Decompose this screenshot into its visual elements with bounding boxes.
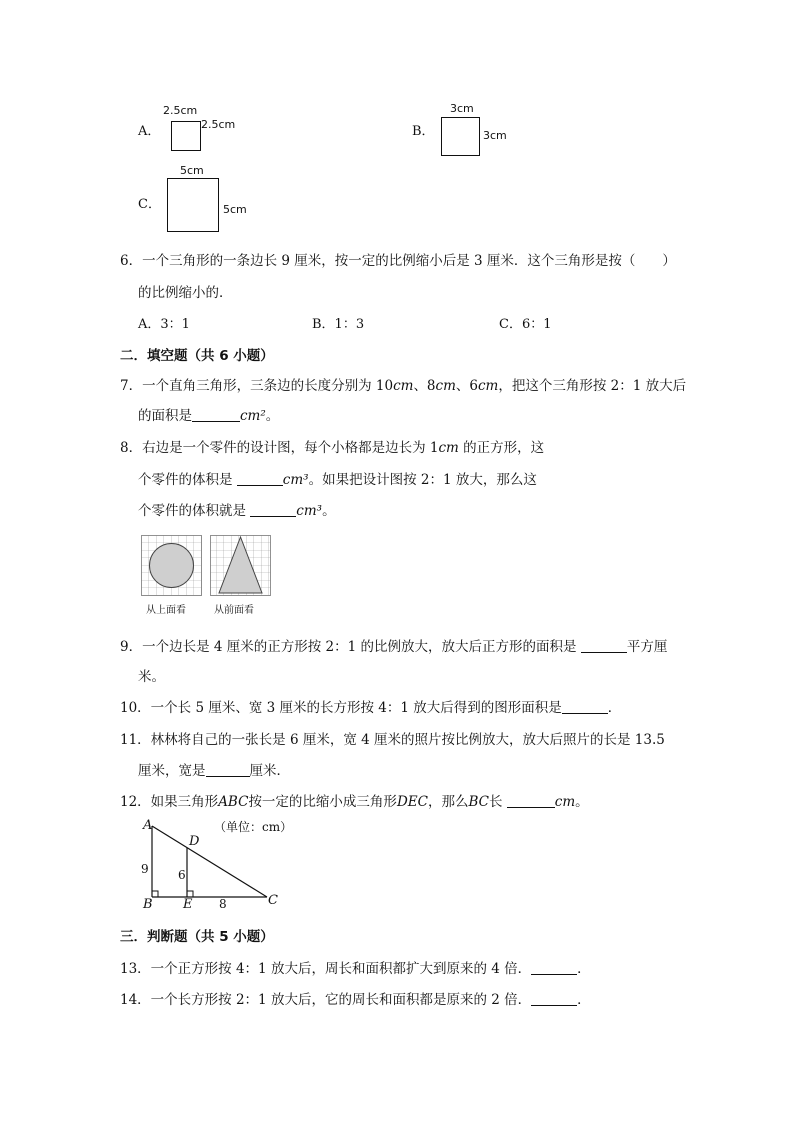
- part-design-grid: [141, 535, 273, 600]
- q7-line1: 7．一个直角三角形，三条边的长度分别为 10cm、8cm、6cm，把这个三角形按 2：1 放大后: [120, 378, 687, 394]
- q14-line: 14．一个长方形按 2：1 放大后，它的周长和面积都是原来的 2 倍． ．: [120, 992, 591, 1008]
- answer-blank[interactable]: [581, 638, 627, 653]
- top-length-label: 5cm: [180, 164, 204, 177]
- answer-blank[interactable]: [507, 793, 555, 808]
- front-view: [211, 536, 271, 596]
- length-label-ab: 9: [141, 862, 149, 876]
- unit-note: （单位：cm）: [214, 820, 293, 834]
- q7-line2: 的面积是 cm²。: [138, 408, 280, 424]
- q9-line1: 9．一个边长是 4 厘米的正方形按 2：1 的比例放大，放大后正方形的面积是 平方厘: [120, 639, 668, 655]
- q6-option-b: B．1：3: [312, 317, 365, 332]
- q6-line2: 的比例缩小的．: [138, 285, 233, 301]
- length-label-de: 6: [178, 868, 186, 882]
- q6-line1: 6．一个三角形的一条边长 9 厘米，按一定的比例缩小后是 3 厘米．这个三角形是按（ ）: [120, 253, 676, 269]
- side-length-label: 5cm: [223, 203, 247, 216]
- vertex-label-b: B: [143, 897, 153, 912]
- top-length-label: 3cm: [450, 102, 474, 115]
- vertex-label-d: D: [189, 834, 200, 849]
- q11-line2: 厘米，宽是 厘米．: [138, 763, 290, 779]
- vertex-label-a: A: [143, 818, 153, 833]
- answer-blank[interactable]: [192, 407, 240, 422]
- answer-blank[interactable]: [562, 699, 608, 714]
- q8-line3: 个零件的体积就是 cm³。: [138, 503, 336, 519]
- side-length-label: 2.5cm: [201, 118, 236, 131]
- caption-front-view: 从前面看: [214, 605, 254, 616]
- q12-line: 12．如果三角形ABC按一定的比缩小成三角形DEC，那么BC长 cm。: [120, 794, 589, 810]
- vertex-label-c: C: [268, 893, 278, 908]
- top-view: [142, 536, 202, 596]
- vertex-label-e: E: [183, 897, 193, 912]
- answer-blank[interactable]: [237, 471, 283, 486]
- square-c: [167, 178, 219, 232]
- square-a: [171, 121, 201, 151]
- q6-option-c: C．6：1: [499, 317, 552, 332]
- q13-line: 13．一个正方形按 4：1 放大后，周长和面积都扩大到原来的 4 倍． ．: [120, 961, 591, 977]
- answer-blank[interactable]: [206, 762, 250, 777]
- q8-line2: 个零件的体积是 cm³。如果把设计图按 2：1 放大，那么这: [138, 472, 537, 488]
- section-heading-fill: 二．填空题（共 6 小题）: [120, 348, 274, 364]
- side-length-label: 3cm: [483, 129, 507, 142]
- q11-line1: 11．林林将自己的一张长是 6 厘米，宽 4 厘米的照片按比例放大，放大后照片的长是 13.5: [120, 732, 665, 748]
- q10-line: 10．一个长 5 厘米、宽 3 厘米的长方形按 4：1 放大后得到的图形面积是 ．: [120, 700, 622, 716]
- answer-blank[interactable]: [531, 960, 577, 975]
- q8-line1: 8．右边是一个零件的设计图，每个小格都是边长为 1cm 的正方形，这: [120, 440, 545, 456]
- q6-option-a: A．3：1: [138, 317, 190, 332]
- square-b: [441, 117, 480, 156]
- length-label-ec: 8: [219, 897, 227, 911]
- option-letter: B．: [412, 124, 435, 139]
- top-length-label: 2.5cm: [163, 104, 198, 117]
- section-heading-judge: 三．判断题（共 5 小题）: [120, 929, 274, 945]
- caption-top-view: 从上面看: [146, 605, 186, 616]
- answer-blank[interactable]: [531, 991, 577, 1006]
- q9-line2: 米。: [138, 669, 165, 685]
- option-letter: C．: [138, 197, 161, 212]
- option-letter: A．: [138, 124, 161, 139]
- answer-blank[interactable]: [250, 502, 296, 517]
